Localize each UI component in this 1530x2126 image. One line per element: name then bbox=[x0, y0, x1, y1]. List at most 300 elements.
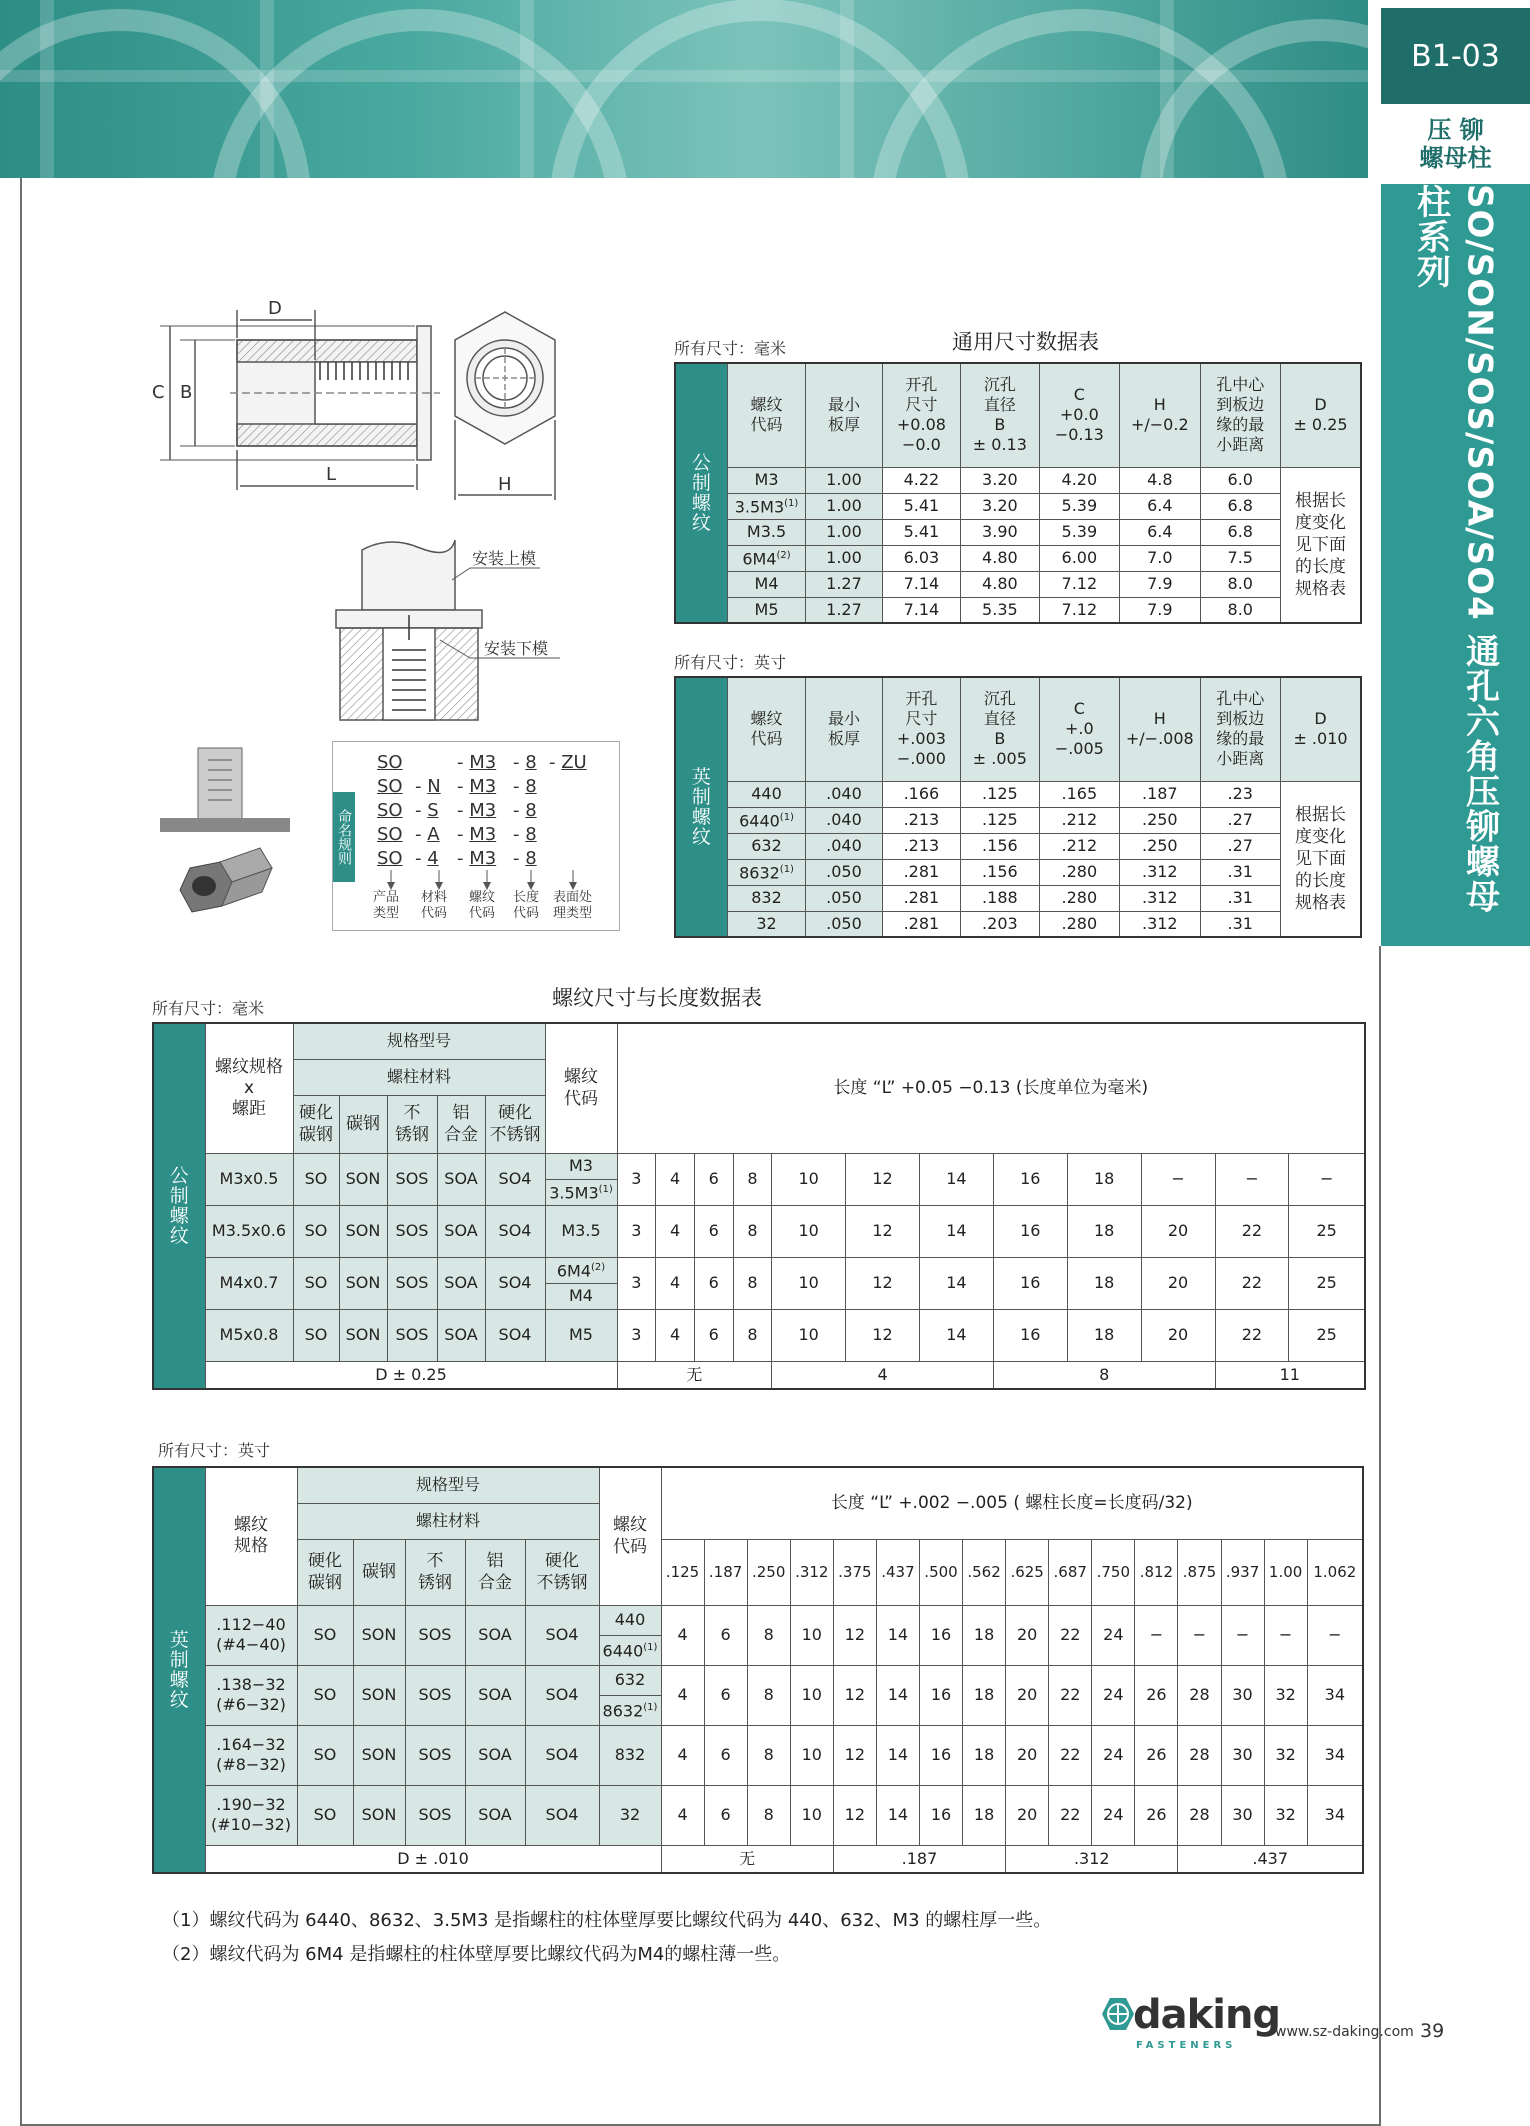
length-cell: 8 bbox=[733, 1153, 772, 1205]
material-cell: SO4 bbox=[485, 1153, 545, 1205]
material-cell: SOA bbox=[465, 1665, 525, 1725]
length-cell: 4 bbox=[661, 1725, 704, 1785]
table-cell: .312 bbox=[1120, 885, 1200, 911]
thread-code-cell: M4 bbox=[545, 1283, 617, 1309]
d-group-cell: .312 bbox=[1006, 1845, 1178, 1873]
table-row bbox=[153, 1257, 1365, 1283]
spec-cell: M3.5x0.6 bbox=[205, 1205, 293, 1257]
length-cell: 3 bbox=[617, 1205, 656, 1257]
length-cell: 14 bbox=[920, 1153, 994, 1205]
table-row bbox=[675, 519, 1361, 545]
thread-code-cell: M3.5 bbox=[545, 1205, 617, 1257]
length-cell: 18 bbox=[963, 1605, 1006, 1665]
website-link[interactable]: www.sz-daking.com bbox=[1275, 2024, 1414, 2040]
material-cell: SON bbox=[339, 1153, 387, 1205]
col-header: 开孔 尺寸 +.003 −.000 bbox=[882, 677, 960, 781]
table-cell: 5.41 bbox=[882, 493, 960, 519]
table-cell: 7.14 bbox=[882, 597, 960, 623]
length-cell: 14 bbox=[876, 1605, 919, 1665]
length-cell: 16 bbox=[919, 1785, 962, 1845]
material-col: 碳钢 bbox=[353, 1539, 405, 1605]
length-cell: 20 bbox=[1006, 1785, 1049, 1845]
material-cell: SOS bbox=[405, 1785, 465, 1845]
table-cell: .156 bbox=[961, 833, 1039, 859]
length-cell: 6 bbox=[694, 1153, 733, 1205]
material-col: 铝 合金 bbox=[437, 1095, 485, 1153]
d-tolerance: D ± .010 bbox=[205, 1845, 661, 1873]
d-length-note: 根据长 度变化 见下面 的长度 规格表 bbox=[1281, 467, 1362, 623]
page-border-right bbox=[1379, 946, 1381, 2126]
length-col-header: .937 bbox=[1221, 1539, 1264, 1605]
material-cell: SO bbox=[297, 1785, 353, 1845]
length-col-header: 1.062 bbox=[1307, 1539, 1363, 1605]
length-cell: 22 bbox=[1049, 1665, 1092, 1725]
material-col: 不 锈钢 bbox=[405, 1539, 465, 1605]
table-row bbox=[675, 859, 1361, 885]
length-col-header: .625 bbox=[1006, 1539, 1049, 1605]
naming-row: SO - S - M3 - 8 bbox=[377, 800, 537, 821]
table-cell: 6.8 bbox=[1200, 519, 1280, 545]
table-cell: .212 bbox=[1039, 833, 1119, 859]
table-row bbox=[675, 807, 1361, 833]
thread-code-cell: M3 bbox=[545, 1153, 617, 1179]
thread-system-label: 公制螺纹 bbox=[153, 1023, 205, 1389]
table-cell: 5.41 bbox=[882, 519, 960, 545]
d-group-cell: 8 bbox=[993, 1361, 1215, 1389]
table-cell: .165 bbox=[1039, 781, 1119, 807]
length-cell: 6 bbox=[704, 1785, 747, 1845]
table-row bbox=[153, 1309, 1365, 1335]
material-cell: SOA bbox=[465, 1725, 525, 1785]
length-cell: 4 bbox=[656, 1153, 695, 1205]
length-cell: 4 bbox=[656, 1205, 695, 1257]
length-header: 长度 “L” +.002 −.005 ( 螺柱长度=长度码/32) bbox=[661, 1467, 1363, 1539]
thread-system-label: 英制螺纹 bbox=[153, 1467, 205, 1873]
material-cell: SO bbox=[293, 1309, 339, 1361]
length-cell: 8 bbox=[733, 1257, 772, 1309]
length-cell: 30 bbox=[1221, 1725, 1264, 1785]
label-product-type: 产品 类型 bbox=[373, 890, 400, 921]
spec-cell: .164−32 (#8−32) bbox=[205, 1725, 297, 1785]
material-cell: SO bbox=[297, 1605, 353, 1665]
length-cell: 18 bbox=[1067, 1309, 1141, 1361]
col-header: 沉孔 直径 B ± .005 bbox=[961, 677, 1039, 781]
table-cell: 6.0 bbox=[1200, 467, 1280, 493]
length-cell: − bbox=[1141, 1153, 1215, 1205]
material-cell: SON bbox=[353, 1785, 405, 1845]
material-cell: SON bbox=[353, 1605, 405, 1665]
page-number: 39 bbox=[1420, 2020, 1445, 2042]
series-sidebar bbox=[1381, 184, 1530, 946]
table-row bbox=[153, 1153, 1365, 1179]
table-row bbox=[675, 833, 1361, 859]
length-cell: 4 bbox=[661, 1665, 704, 1725]
series-title: SO/SON/SOS/SOA/SO4 通孔六角压铆螺母柱系列 bbox=[1410, 184, 1500, 914]
length-cell: 22 bbox=[1215, 1257, 1289, 1309]
table-cell: .050 bbox=[806, 885, 882, 911]
length-cell: 22 bbox=[1049, 1785, 1092, 1845]
table-cell: 1.00 bbox=[806, 519, 882, 545]
page-border-left bbox=[20, 178, 22, 2126]
naming-rule-tag: 命名规则 bbox=[333, 792, 355, 882]
length-cell: 3 bbox=[617, 1257, 656, 1309]
model-header: 规格型号 bbox=[293, 1023, 545, 1059]
dim-l-label: L bbox=[326, 464, 337, 485]
table-cell: M5 bbox=[727, 597, 805, 623]
length-cell: 3 bbox=[617, 1153, 656, 1205]
table-cell: 3.5M3$^{(1)}$ bbox=[727, 493, 805, 519]
lower-die-label: 安装下模 bbox=[484, 639, 549, 658]
table-cell: 1.00 bbox=[806, 545, 882, 571]
material-col: 硬化 不锈钢 bbox=[525, 1539, 599, 1605]
table-cell: .312 bbox=[1120, 859, 1200, 885]
thread-code-cell: 3.5M3$^{(1)}$ bbox=[545, 1179, 617, 1205]
spec-cell: M5x0.8 bbox=[205, 1309, 293, 1361]
length-cell: 22 bbox=[1215, 1309, 1289, 1361]
length-cell: 16 bbox=[993, 1205, 1067, 1257]
table-cell: 1.00 bbox=[806, 493, 882, 519]
length-cell: 20 bbox=[1006, 1605, 1049, 1665]
material-cell: SOS bbox=[387, 1257, 437, 1309]
col-header: 螺纹 代码 bbox=[727, 677, 805, 781]
table-cell: .31 bbox=[1200, 885, 1280, 911]
table-cell: 1.27 bbox=[806, 571, 882, 597]
table-cell: 6M4$^{(2)}$ bbox=[727, 545, 805, 571]
label-thread-code: 螺纹 代码 bbox=[469, 890, 496, 921]
length-cell: 26 bbox=[1135, 1785, 1178, 1845]
table-cell: 7.9 bbox=[1120, 571, 1200, 597]
general-inch-table bbox=[674, 676, 1362, 938]
col-header: 最小 板厚 bbox=[806, 363, 882, 467]
material-cell: SOS bbox=[387, 1309, 437, 1361]
table-cell: 6.03 bbox=[882, 545, 960, 571]
length-cell: 10 bbox=[790, 1665, 833, 1725]
length-col-header: .125 bbox=[661, 1539, 704, 1605]
length-cell: 12 bbox=[833, 1665, 876, 1725]
material-cell: SON bbox=[339, 1309, 387, 1361]
length-cell: 8 bbox=[733, 1205, 772, 1257]
table-cell: 3.90 bbox=[961, 519, 1039, 545]
table-row bbox=[675, 781, 1361, 807]
length-metric-table bbox=[152, 1022, 1366, 1390]
nut-illustrations bbox=[160, 740, 310, 940]
length-col-header: .750 bbox=[1092, 1539, 1135, 1605]
material-cell: SOS bbox=[405, 1665, 465, 1725]
length-cell: 10 bbox=[790, 1725, 833, 1785]
table-cell: 5.39 bbox=[1039, 519, 1119, 545]
naming-arrows bbox=[383, 870, 613, 892]
length-cell: 32 bbox=[1264, 1785, 1307, 1845]
length-cell: 14 bbox=[876, 1785, 919, 1845]
table-cell: 6.4 bbox=[1120, 519, 1200, 545]
length-cell: 28 bbox=[1178, 1785, 1221, 1845]
thread-code-header: 螺纹 代码 bbox=[599, 1467, 661, 1605]
thread-code-cell: M5 bbox=[545, 1309, 617, 1361]
table-row bbox=[675, 493, 1361, 519]
table-cell: 6.8 bbox=[1200, 493, 1280, 519]
length-cell: 6 bbox=[704, 1605, 747, 1665]
table-cell: .281 bbox=[882, 911, 960, 937]
length-col-header: .687 bbox=[1049, 1539, 1092, 1605]
length-cell: − bbox=[1215, 1153, 1289, 1205]
length-cell: 4 bbox=[661, 1785, 704, 1845]
table-cell: .203 bbox=[961, 911, 1039, 937]
material-cell: SO bbox=[297, 1665, 353, 1725]
length-cell: 16 bbox=[993, 1257, 1067, 1309]
dim-d-label: D bbox=[268, 298, 282, 319]
col-header: D ± 0.25 bbox=[1281, 363, 1362, 467]
table-cell: .281 bbox=[882, 885, 960, 911]
dim-h-label: H bbox=[498, 474, 512, 495]
col-header: 螺纹 代码 bbox=[727, 363, 805, 467]
thread-code-cell: 32 bbox=[599, 1785, 661, 1845]
table-cell: .280 bbox=[1039, 859, 1119, 885]
table-cell: 6440$^{(1)}$ bbox=[727, 807, 805, 833]
length-cell: 10 bbox=[790, 1605, 833, 1665]
brand-subtitle: FASTENERS bbox=[1136, 2040, 1237, 2051]
table-cell: 7.9 bbox=[1120, 597, 1200, 623]
side-view-drawing bbox=[160, 310, 440, 490]
table-cell: .156 bbox=[961, 859, 1039, 885]
general-inch-unit: 所有尺寸：英寸 bbox=[674, 653, 787, 672]
length-cell: − bbox=[1221, 1605, 1264, 1665]
length-cell: 12 bbox=[846, 1205, 920, 1257]
length-cell: 12 bbox=[833, 1785, 876, 1845]
table-cell: 3.20 bbox=[961, 467, 1039, 493]
table-row bbox=[675, 911, 1361, 937]
material-cell: SOA bbox=[437, 1309, 485, 1361]
table-cell: .040 bbox=[806, 833, 882, 859]
upper-die-label: 安装上模 bbox=[472, 549, 537, 568]
length-cell: − bbox=[1307, 1605, 1363, 1665]
page-code: B1-03 bbox=[1381, 8, 1530, 104]
spec-col-header: 螺纹规格 x 螺距 bbox=[205, 1023, 293, 1153]
technical-drawings bbox=[140, 290, 660, 730]
length-cell: 28 bbox=[1178, 1665, 1221, 1725]
length-col-header: .375 bbox=[833, 1539, 876, 1605]
table-cell: .213 bbox=[882, 833, 960, 859]
material-col: 碳钢 bbox=[339, 1095, 387, 1153]
table-cell: 8.0 bbox=[1200, 571, 1280, 597]
d-group-cell: 无 bbox=[617, 1361, 772, 1389]
table-cell: 3.20 bbox=[961, 493, 1039, 519]
length-cell: 24 bbox=[1092, 1605, 1135, 1665]
material-cell: SOA bbox=[437, 1205, 485, 1257]
table-cell: .212 bbox=[1039, 807, 1119, 833]
label-finish-type: 表面处 理类型 bbox=[553, 890, 593, 921]
material-col: 硬化 碳钢 bbox=[293, 1095, 339, 1153]
length-cell: 3 bbox=[617, 1309, 656, 1361]
material-cell: SO4 bbox=[525, 1785, 599, 1845]
length-cell: 20 bbox=[1141, 1309, 1215, 1361]
material-cell: SON bbox=[353, 1665, 405, 1725]
material-cell: SOS bbox=[405, 1725, 465, 1785]
length-cell: 22 bbox=[1215, 1205, 1289, 1257]
material-header: 螺柱材料 bbox=[293, 1059, 545, 1095]
d-length-note: 根据长 度变化 见下面 的长度 规格表 bbox=[1281, 781, 1362, 937]
length-cell: − bbox=[1135, 1605, 1178, 1665]
table-cell: .125 bbox=[961, 807, 1039, 833]
length-cell: 10 bbox=[772, 1309, 846, 1361]
length-cell: 10 bbox=[772, 1153, 846, 1205]
length-col-header: .187 bbox=[704, 1539, 747, 1605]
table-cell: .23 bbox=[1200, 781, 1280, 807]
table-cell: 8.0 bbox=[1200, 597, 1280, 623]
length-cell: 18 bbox=[1067, 1153, 1141, 1205]
col-header: C +.0 −.005 bbox=[1039, 677, 1119, 781]
length-col-header: .437 bbox=[876, 1539, 919, 1605]
length-cell: 6 bbox=[704, 1725, 747, 1785]
length-cell: 16 bbox=[919, 1725, 962, 1785]
table-cell: .250 bbox=[1120, 833, 1200, 859]
d-group-cell: .437 bbox=[1178, 1845, 1363, 1873]
length-cell: 30 bbox=[1221, 1785, 1264, 1845]
table-row bbox=[675, 571, 1361, 597]
naming-row: SO - M3 - 8 - ZU bbox=[377, 752, 587, 773]
naming-row: SO - A - M3 - 8 bbox=[377, 824, 537, 845]
length-col-header: .250 bbox=[747, 1539, 790, 1605]
label-length-code: 长度 代码 bbox=[513, 890, 540, 921]
spec-col-header: 螺纹 规格 bbox=[205, 1467, 297, 1605]
length-cell: 4 bbox=[656, 1309, 695, 1361]
col-header: D ± .010 bbox=[1281, 677, 1362, 781]
banner-pattern bbox=[0, 0, 1368, 178]
d-tolerance: D ± 0.25 bbox=[205, 1361, 617, 1389]
table-row bbox=[153, 1785, 1363, 1815]
table-cell: 632 bbox=[727, 833, 805, 859]
material-cell: SO bbox=[297, 1725, 353, 1785]
table-cell: .166 bbox=[882, 781, 960, 807]
table-row bbox=[675, 467, 1361, 493]
table-cell: 1.00 bbox=[806, 467, 882, 493]
d-group-cell: 无 bbox=[661, 1845, 833, 1873]
naming-rule-box bbox=[332, 741, 620, 931]
material-cell: SO bbox=[293, 1153, 339, 1205]
length-cell: 26 bbox=[1135, 1725, 1178, 1785]
length-col-header: .500 bbox=[919, 1539, 962, 1605]
spec-cell: .112−40 (#4−40) bbox=[205, 1605, 297, 1665]
length-cell: 18 bbox=[1067, 1205, 1141, 1257]
d-group-cell: 11 bbox=[1215, 1361, 1365, 1389]
material-cell: SO bbox=[293, 1257, 339, 1309]
dim-c-label: C bbox=[152, 382, 165, 403]
label-material-code: 材料 代码 bbox=[421, 890, 448, 921]
length-cell: 4 bbox=[661, 1605, 704, 1665]
length-cell: 6 bbox=[694, 1205, 733, 1257]
length-col-header: .312 bbox=[790, 1539, 833, 1605]
length-header: 长度 “L” +0.05 −0.13 (长度单位为毫米) bbox=[617, 1023, 1365, 1153]
length-cell: 34 bbox=[1307, 1665, 1363, 1725]
material-cell: SOS bbox=[387, 1205, 437, 1257]
material-cell: SO4 bbox=[525, 1605, 599, 1665]
table-cell: .250 bbox=[1120, 807, 1200, 833]
thread-code-cell: 6440$^{(1)}$ bbox=[599, 1635, 661, 1665]
material-cell: SON bbox=[339, 1205, 387, 1257]
length-cell: 10 bbox=[790, 1785, 833, 1845]
table-cell: 1.27 bbox=[806, 597, 882, 623]
length-cell: 20 bbox=[1006, 1665, 1049, 1725]
length-cell: 22 bbox=[1049, 1725, 1092, 1785]
table-cell: .27 bbox=[1200, 833, 1280, 859]
col-header: C +0.0 −0.13 bbox=[1039, 363, 1119, 467]
material-col: 硬化 不锈钢 bbox=[485, 1095, 545, 1153]
material-cell: SO4 bbox=[485, 1257, 545, 1309]
dim-b-label: B bbox=[180, 382, 193, 403]
length-cell: − bbox=[1289, 1153, 1365, 1205]
table-cell: .31 bbox=[1200, 859, 1280, 885]
length-col-header: .812 bbox=[1135, 1539, 1178, 1605]
col-header: 开孔 尺寸 +0.08 −0.0 bbox=[882, 363, 960, 467]
length-cell: 16 bbox=[919, 1605, 962, 1665]
thread-code-cell: 440 bbox=[599, 1605, 661, 1635]
material-cell: SO4 bbox=[485, 1309, 545, 1361]
material-cell: SOA bbox=[437, 1153, 485, 1205]
spec-cell: .190−32 (#10−32) bbox=[205, 1785, 297, 1845]
table-cell: .312 bbox=[1120, 911, 1200, 937]
general-metric-table bbox=[674, 362, 1362, 624]
category-line-1: 压 铆 bbox=[1427, 116, 1484, 144]
table-cell: 6.00 bbox=[1039, 545, 1119, 571]
material-col: 不 锈钢 bbox=[387, 1095, 437, 1153]
material-cell: SON bbox=[353, 1725, 405, 1785]
material-cell: SO4 bbox=[525, 1665, 599, 1725]
model-header: 规格型号 bbox=[297, 1467, 599, 1503]
table-cell: 4.80 bbox=[961, 571, 1039, 597]
length-metric-unit: 所有尺寸：毫米 bbox=[152, 999, 265, 1018]
length-cell: 4 bbox=[656, 1257, 695, 1309]
thread-system-label: 公制螺纹 bbox=[675, 363, 727, 623]
material-cell: SON bbox=[339, 1257, 387, 1309]
length-cell: 20 bbox=[1141, 1257, 1215, 1309]
thread-code-cell: 832 bbox=[599, 1725, 661, 1785]
spec-cell: .138−32 (#6−32) bbox=[205, 1665, 297, 1725]
length-cell: 12 bbox=[846, 1153, 920, 1205]
table-cell: 7.12 bbox=[1039, 597, 1119, 623]
length-cell: 8 bbox=[747, 1665, 790, 1725]
material-cell: SO4 bbox=[525, 1725, 599, 1785]
col-header: 孔中心 到板边 缘的最 小距离 bbox=[1200, 677, 1280, 781]
length-cell: 22 bbox=[1049, 1605, 1092, 1665]
length-cell: 6 bbox=[694, 1309, 733, 1361]
table-row bbox=[675, 885, 1361, 911]
table-cell: .280 bbox=[1039, 885, 1119, 911]
length-cell: 32 bbox=[1264, 1725, 1307, 1785]
material-header: 螺柱材料 bbox=[297, 1503, 599, 1539]
table-cell: 7.0 bbox=[1120, 545, 1200, 571]
length-cell: 18 bbox=[963, 1785, 1006, 1845]
material-cell: SOS bbox=[387, 1153, 437, 1205]
d-footer-row bbox=[153, 1361, 1365, 1389]
length-cell: 20 bbox=[1006, 1725, 1049, 1785]
length-cell: 34 bbox=[1307, 1785, 1363, 1845]
length-cell: 12 bbox=[833, 1725, 876, 1785]
length-cell: 12 bbox=[833, 1605, 876, 1665]
spec-cell: M3x0.5 bbox=[205, 1153, 293, 1205]
length-cell: 25 bbox=[1289, 1257, 1365, 1309]
table-cell: 440 bbox=[727, 781, 805, 807]
table-cell: .27 bbox=[1200, 807, 1280, 833]
col-header: H +/−.008 bbox=[1120, 677, 1200, 781]
length-cell: 10 bbox=[772, 1205, 846, 1257]
material-cell: SOA bbox=[465, 1785, 525, 1845]
length-cell: 14 bbox=[876, 1665, 919, 1725]
table-cell: .125 bbox=[961, 781, 1039, 807]
length-cell: 8 bbox=[733, 1309, 772, 1361]
table-cell: .050 bbox=[806, 911, 882, 937]
thread-code-cell: 6M4$^{(2)}$ bbox=[545, 1257, 617, 1283]
d-group-cell: .187 bbox=[833, 1845, 1005, 1873]
table-cell: 4.22 bbox=[882, 467, 960, 493]
